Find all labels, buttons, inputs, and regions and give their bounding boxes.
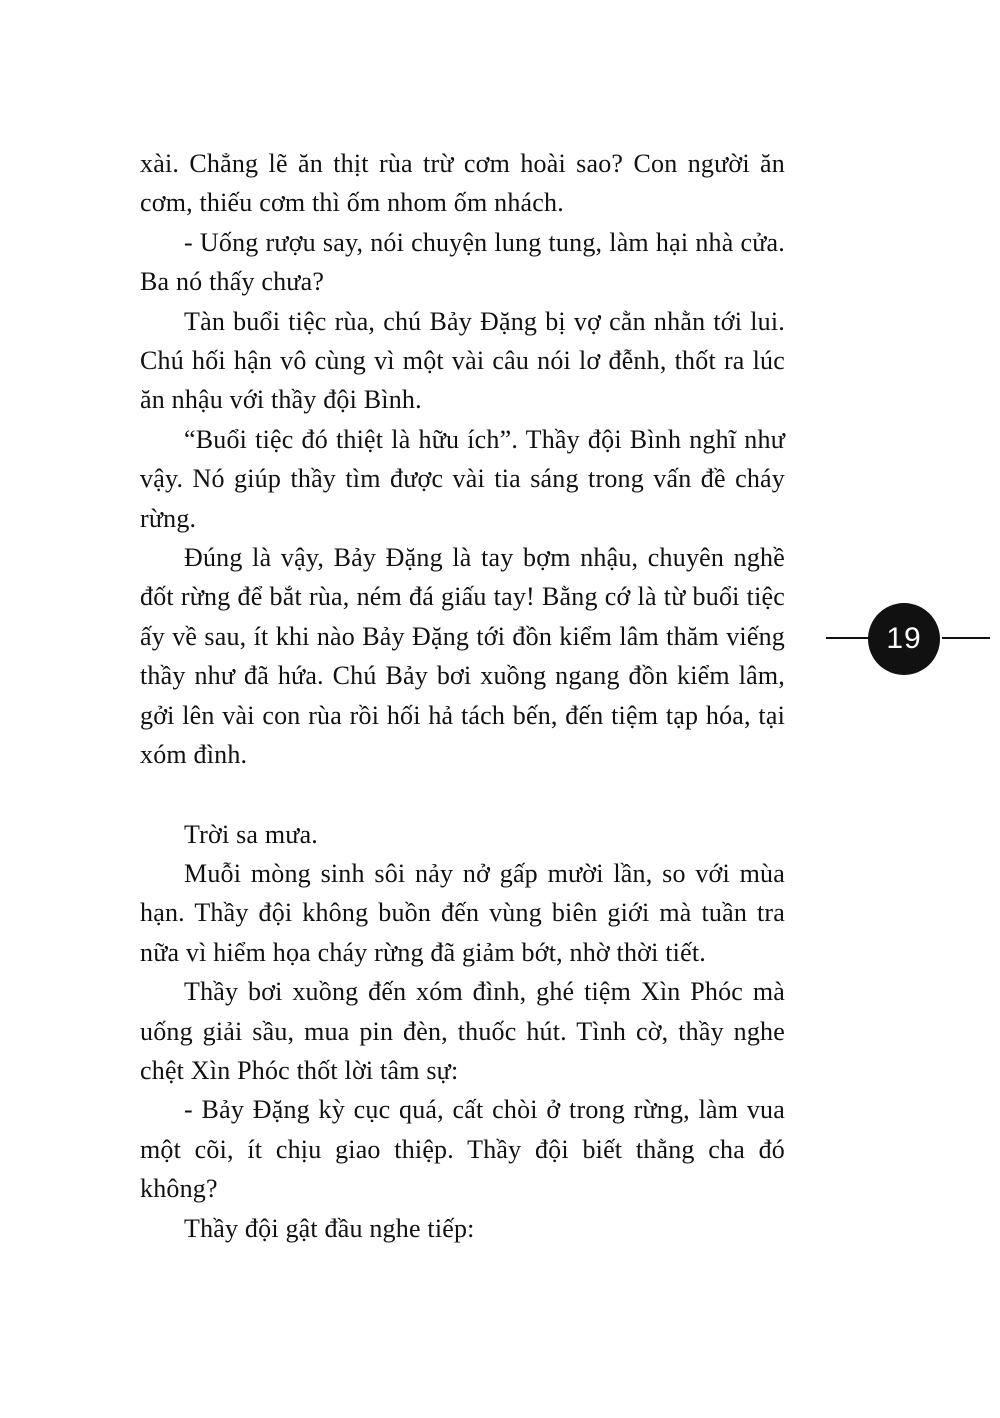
paragraph: Muỗi mòng sinh sôi nảy nở gấp mười lần, so với mùa hạn. Thầy đội không buồn đến vùng biên giới mà tuần tra nữa vì hiểm họa cháy rừng đã giảm bớt, nhờ thời tiết. bbox=[140, 858, 785, 967]
paragraph: Đúng là vậy, Bảy Đặng là tay bợm nhậu, chuyên nghề đốt rừng để bắt rùa, ném đá giấu tay! Bằng cớ là từ buổi tiệc ấy về sau, ít khi nào Bảy Đặng tới đồn kiểm lâm thăm viếng thầy như đã hứa. Chú Bảy bơi xuồng ngang đồn kiểm lâm, gởi lên vài con rùa rồi hối hả tách bến, đến tiệm tạp hóa, tại xóm đình. bbox=[140, 543, 785, 770]
paragraph-section-start: Trời sa mưa. bbox=[184, 819, 319, 849]
paragraph-dialogue: - Uống rượu say, nói chuyện lung tung, làm hại nhà cửa. Ba nó thấy chưa? bbox=[140, 227, 785, 297]
page-number-badge bbox=[868, 603, 940, 675]
page-number-marker bbox=[826, 600, 990, 676]
marker-line-right bbox=[942, 637, 990, 639]
paragraph: Thầy bơi xuồng đến xóm đình, ghé tiệm Xìn Phóc mà uống giải sầu, mua pin đèn, thuốc hút. Tình cờ, thầy nghe chệt Xìn Phóc thốt lời tâm sự: bbox=[140, 977, 785, 1085]
paragraph: Tàn buổi tiệc rùa, chú Bảy Đặng bị vợ cằn nhằn tới lui. Chú hối hận vô cùng vì một vài câu nói lơ đễnh, thốt ra lúc ăn nhậu với thầy đội Bình. bbox=[140, 306, 785, 415]
marker-line-left bbox=[826, 637, 870, 639]
page-number: 19 bbox=[886, 622, 922, 655]
paragraph-dialogue: - Bảy Đặng kỳ cục quá, cất chòi ở trong rừng, làm vua một cõi, ít chịu giao thiệp. Thầy đội biết thằng cha đó không? bbox=[140, 1095, 785, 1204]
paragraph: Thầy đội gật đầu nghe tiếp: bbox=[184, 1213, 475, 1243]
body-text bbox=[140, 144, 785, 1248]
paragraph: “Buổi tiệc đó thiệt là hữu ích”. Thầy đội Bình nghĩ như vậy. Nó giúp thầy tìm được vài tia sáng trong vấn đề cháy rừng. bbox=[140, 424, 785, 533]
paragraph-continued: xài. Chẳng lẽ ăn thịt rùa trừ cơm hoài sao? Con người ăn cơm, thiếu cơm thì ốm nhom ốm nhách. bbox=[140, 149, 785, 218]
